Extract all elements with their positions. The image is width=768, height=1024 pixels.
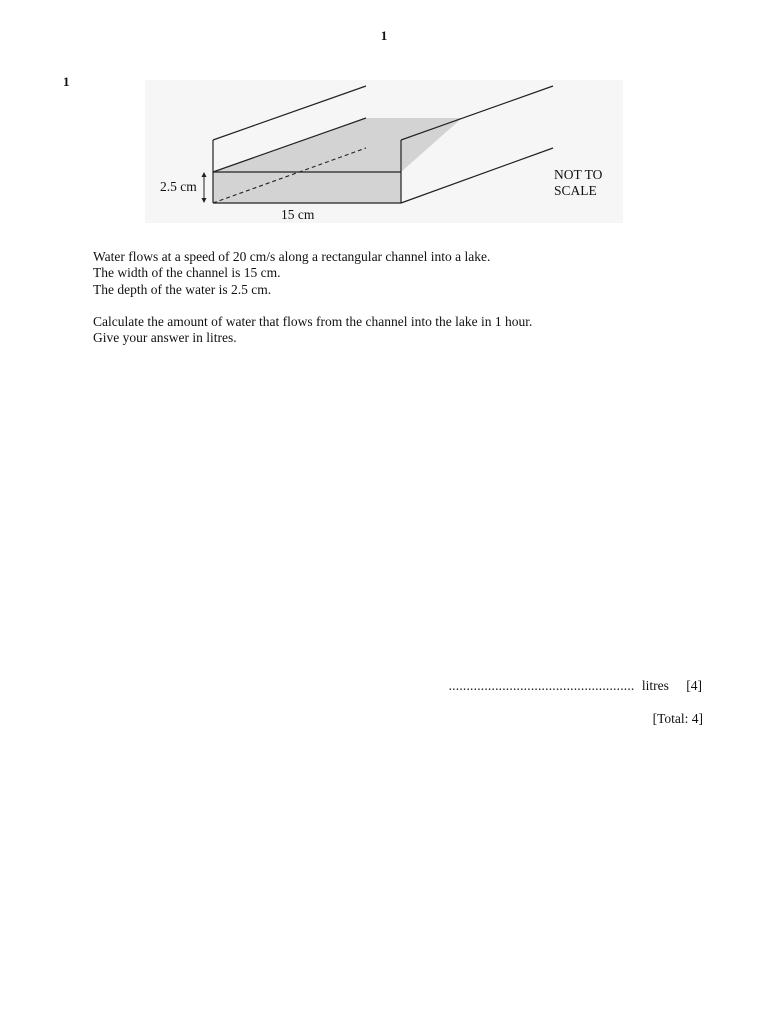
width-label: 15 cm (281, 207, 315, 222)
water-surface (213, 118, 462, 172)
total-marks: [Total: 4] (652, 711, 703, 726)
question-number: 1 (63, 74, 70, 89)
answer-line[interactable] (449, 678, 702, 694)
water-front-face (213, 172, 401, 203)
channel-drawing (0, 0, 768, 240)
question-line: The width of the channel is 15 cm. (93, 265, 281, 281)
depth-label: 2.5 cm (160, 179, 197, 194)
depth-arrow-head-top (202, 172, 207, 177)
depth-arrow-head-bottom (202, 198, 207, 203)
right-wall-top-edge (401, 86, 553, 140)
not-to-scale-note (554, 167, 602, 199)
answer-dots[interactable]: .................................................... (448, 678, 635, 693)
channel-diagram (0, 0, 768, 240)
question-text (93, 249, 693, 346)
question-line: Water flows at a speed of 20 cm/s along a rectangular channel into a lake. (93, 249, 491, 264)
page-number: 1 (380, 28, 388, 43)
question-line: The depth of the water is 2.5 cm. (93, 281, 272, 297)
answer-unit: litres (641, 678, 669, 693)
right-wall-bottom-edge (401, 148, 553, 203)
answer-marks: [4] (686, 678, 702, 693)
question-line: Give your answer in litres. (93, 330, 237, 346)
scale-note-line-2: SCALE (554, 183, 597, 198)
scale-note-line-1: NOT TO (554, 167, 603, 182)
question-line: Calculate the amount of water that flows from the channel into the lake in 1 hour. (93, 313, 533, 329)
